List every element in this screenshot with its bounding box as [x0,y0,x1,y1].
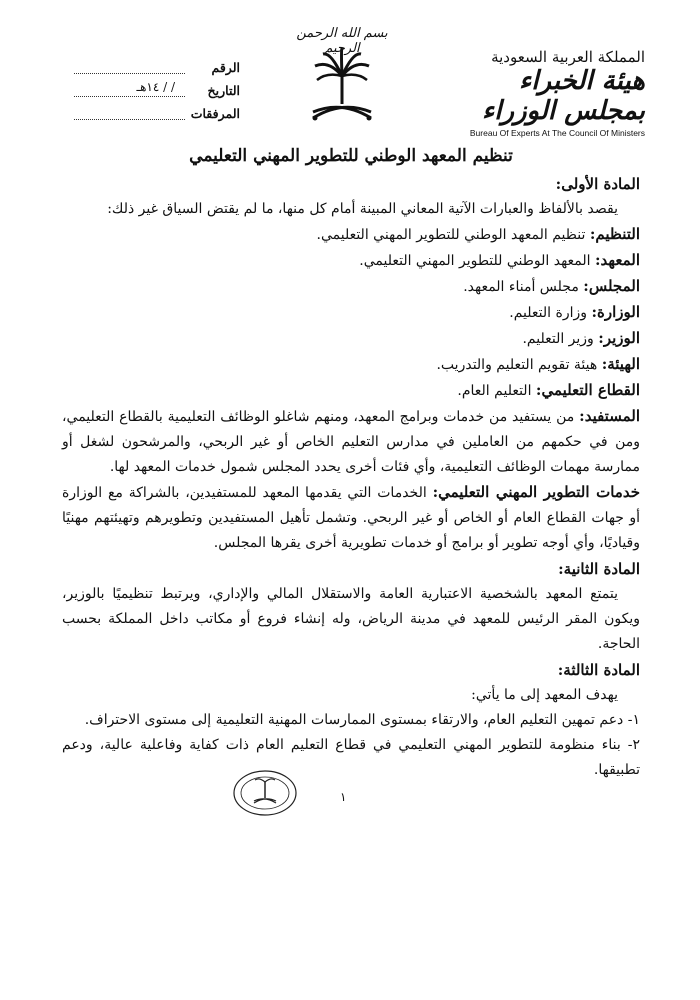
definition-text: وزير التعليم. [522,331,599,347]
definition-text: المعهد الوطني للتطوير المهني التعليمي. [359,253,596,269]
definition-term: المجلس: [583,277,640,295]
article-3-item: ٢- بناء منظومة للتطوير المهني التعليمي في قطاع التعليم العام ذات كفاية وفاعلية عالية، ودعم تطبيقها. [62,737,640,778]
definition-term: الوزير: [598,329,640,347]
bureau-name-english: Bureau Of Experts At The Council Of Ministers [469,128,645,138]
definition-term: الوزارة: [591,303,640,321]
definition-term: المعهد: [595,251,640,269]
definition-term: المستفيد: [579,407,640,425]
definition-text: من يستفيد من خدمات وبرامج المعهد، ومنهم شاغلو الوظائف التعليمية بالقطاع التعليمي، ومن في حكمهم من العاملين في مدارس التعليم الخاص أو غير الربحي، والمرشحون لشغل أو ممارسة مهمات الوظائف التعليمية، وأي فئات أخرى يحدد المجلس شمول خدمات المعهد لها. [62,409,640,475]
document-body [62,144,640,783]
attachments-line [74,107,185,120]
definition-text: تنظيم المعهد الوطني للتطوير المهني التعليمي. [316,227,590,243]
definition-item [62,480,640,556]
basmala: بسم الله الرحمن الرحيم [296,26,388,56]
article-3-item: ١- دعم تمهين التعليم العام، والارتقاء بمستوى الممارسات المهنية التعليمية إلى مستوى الاحتراف. [84,712,640,728]
reference-number-line [74,61,185,74]
bureau-name-arabic: هيئة الخبراء بمجلس الوزراء [482,66,645,126]
letterhead-organization [440,48,645,138]
kingdom-name: المملكة العربية السعودية [491,48,645,66]
definition-item [62,404,640,480]
date-line [74,80,185,97]
article-2-heading: المادة الثانية: [558,560,640,578]
definition-text: هيئة تقويم التعليم والتدريب. [436,357,602,373]
letterhead-fields [70,56,240,125]
definition-item [62,248,640,274]
definition-item [62,222,640,248]
definition-item [62,274,640,300]
definition-item [62,352,640,378]
attachments-field [70,102,240,125]
definition-text: التعليم العام. [457,383,536,399]
definition-text: مجلس أمناء المعهد. [463,279,584,295]
definition-term: التنظيم: [589,225,640,243]
definition-term: الهيئة: [601,355,640,373]
definition-item [62,326,640,352]
article-3-intro: يهدف المعهد إلى ما يأتي: [471,687,618,703]
article-2-text: يتمتع المعهد بالشخصية الاعتبارية العامة والاستقلال المالي والإداري، ويرتبط تنظيميًا بالوزير، ويكون المقر الرئيس للمعهد في مدينة الرياض، وله إنشاء فروع أو مكاتب داخل المملكة بحسب الحاجة. [62,586,640,652]
attachments-label: المرفقات [190,106,240,121]
saudi-emblem-icon [307,46,377,126]
article-3-heading: المادة الثالثة: [557,661,640,679]
definition-text: الخدمات التي يقدمها المعهد للمستفيدين، بالشراكة مع الوزارة أو جهات القطاع العام أو الخاص أو غير الربحي. وتشمل تأهيل المستفيدين وتطويرهم وتهيئتهم مهنيًا وقياديًا، وأي أوجه تطوير أو برامج أو خدمات تطويرية أخرى يقرها المجلس. [62,485,640,551]
definition-item [62,378,640,404]
page-number: ١ [340,790,347,804]
date-field [70,79,240,102]
definition-term: القطاع التعليمي: [535,381,640,399]
reference-number-label: الرقم [211,60,240,75]
date-label: التاريخ [207,83,240,98]
date-value: / / ١٤هـ [136,80,175,94]
document-title: تنظيم المعهد الوطني للتطوير المهني التعليمي [189,146,513,166]
article-1-intro: يقصد بالألفاظ والعبارات الآتية المعاني المبينة أمام كل منها، ما لم يقتض السياق غير ذلك: [107,201,618,217]
definition-item [62,300,640,326]
article-1-heading: المادة الأولى: [555,175,640,193]
definition-term: خدمات التطوير المهني التعليمي: [432,483,640,501]
definition-text: وزارة التعليم. [509,305,592,321]
official-seal-icon [232,768,298,818]
reference-number-field [70,56,240,79]
